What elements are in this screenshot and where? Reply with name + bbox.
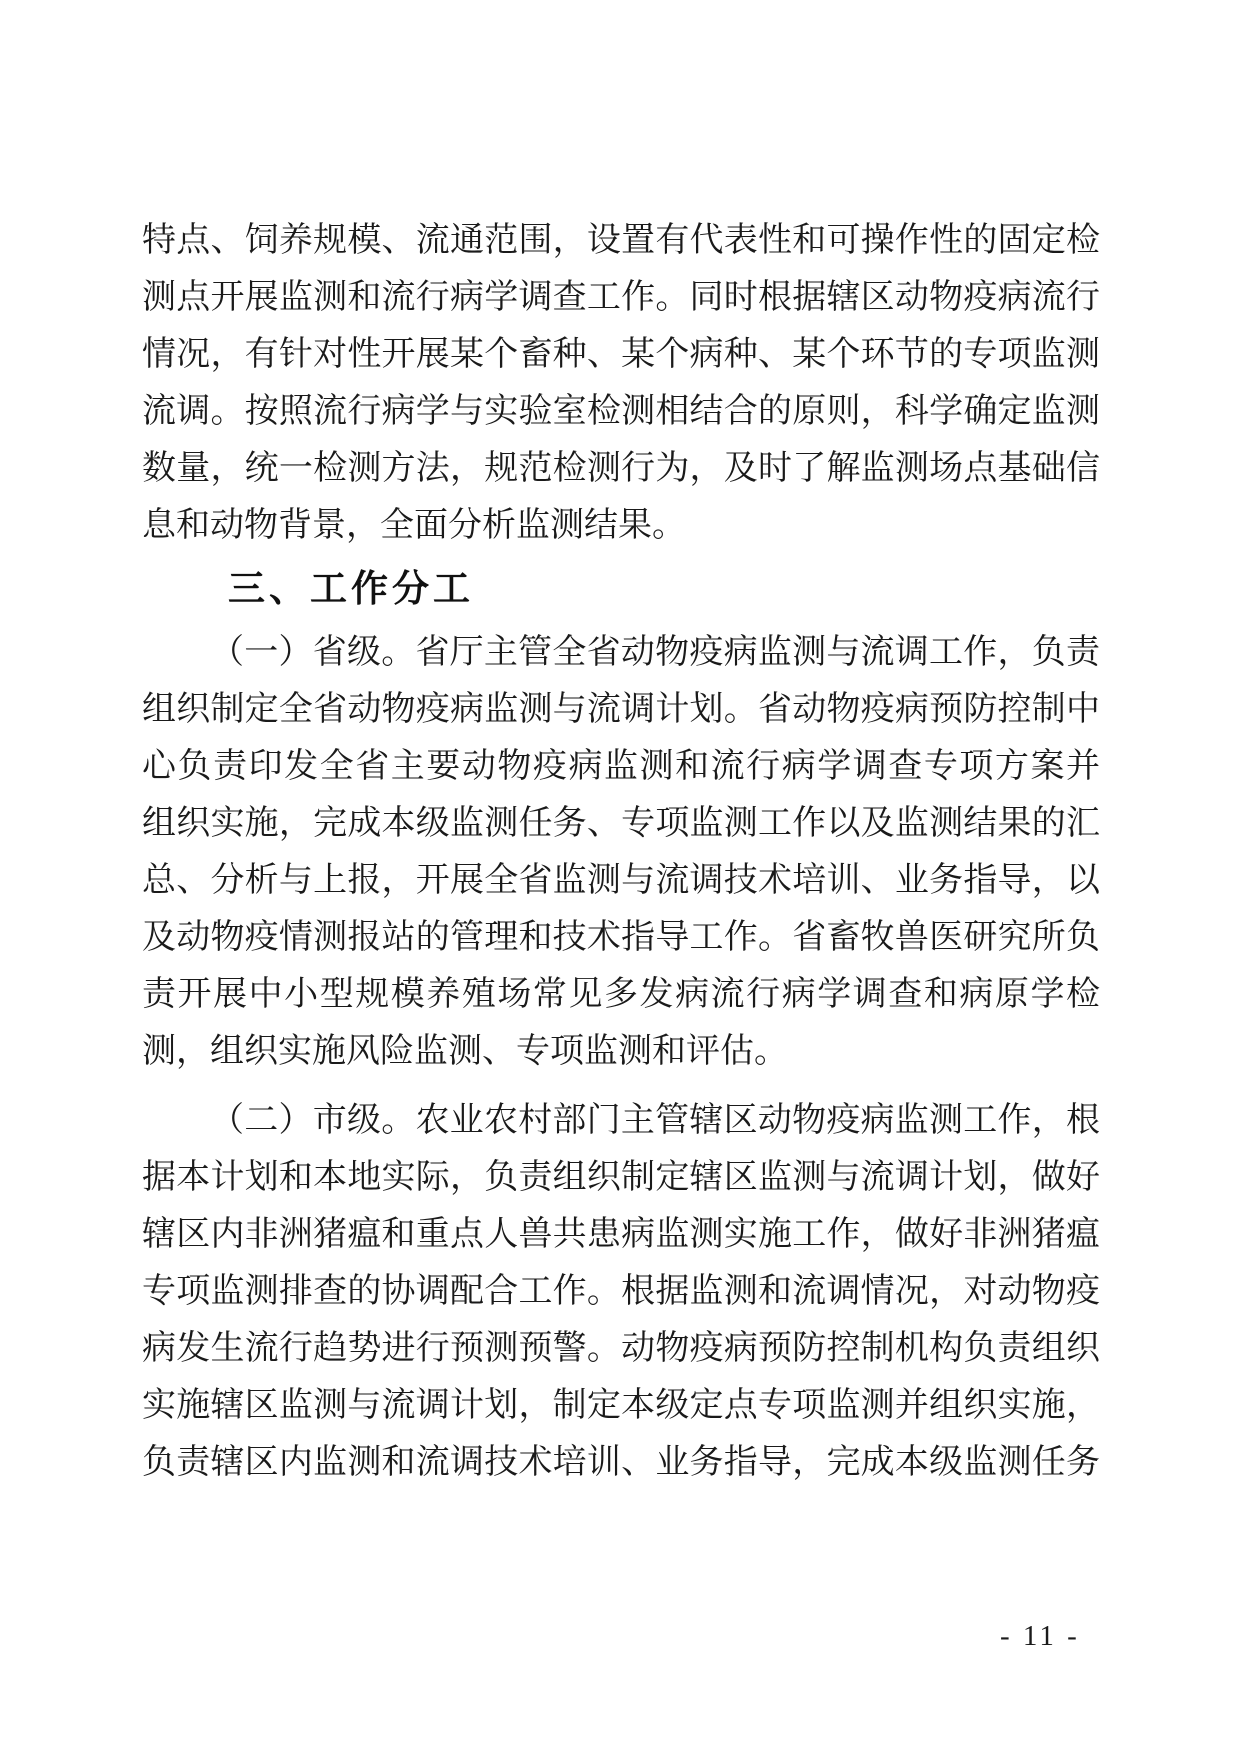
- body-line: 辖区内非洲猪瘟和重点人兽共患病监测实施工作，做好非洲猪瘟: [142, 1216, 1100, 1253]
- body-line: 据本计划和本地实际，负责组织制定辖区监测与流调计划，做好: [142, 1159, 1100, 1196]
- document-body: [142, 212, 1100, 1491]
- body-line: 流调。按照流行病学与实验室检测相结合的原则，科学确定监测: [142, 393, 1100, 430]
- body-line: 息和动物背景，全面分析监测结果。: [142, 507, 686, 544]
- body-line: 病发生流行趋势进行预测预警。动物疫病预防控制机构负责组织: [142, 1330, 1100, 1367]
- body-line: （一）省级。省厅主管全省动物疫病监测与流调工作，负责: [210, 634, 1100, 671]
- body-line: 及动物疫情测报站的管理和技术指导工作。省畜牧兽医研究所负: [142, 919, 1100, 956]
- body-line: 测，组织实施风险监测、专项监测和评估。: [142, 1033, 788, 1070]
- body-line: 组织制定全省动物疫病监测与流调计划。省动物疫病预防控制中: [142, 691, 1100, 728]
- body-line: 实施辖区监测与流调计划，制定本级定点专项监测并组织实施，: [142, 1387, 1100, 1424]
- body-line: 专项监测排查的协调配合工作。根据监测和流调情况，对动物疫: [142, 1273, 1100, 1310]
- body-line: 总、分析与上报，开展全省监测与流调技术培训、业务指导，以: [142, 862, 1100, 899]
- body-line: 责开展中小型规模养殖场常见多发病流行病学调查和病原学检: [142, 976, 1100, 1013]
- body-line: 情况，有针对性开展某个畜种、某个病种、某个环节的专项监测: [142, 336, 1100, 373]
- body-line: 特点、饲养规模、流通范围，设置有代表性和可操作性的固定检: [142, 222, 1100, 259]
- page-number: - 11 -: [1000, 1620, 1080, 1652]
- body-line: （二）市级。农业农村部门主管辖区动物疫病监测工作，根: [210, 1102, 1100, 1139]
- body-line: 测点开展监测和流行病学调查工作。同时根据辖区动物疫病流行: [142, 279, 1100, 316]
- body-line: 负责辖区内监测和流调技术培训、业务指导，完成本级监测任务: [142, 1444, 1100, 1481]
- body-line: 心负责印发全省主要动物疫病监测和流行病学调查专项方案并: [142, 748, 1100, 785]
- body-line: 组织实施，完成本级监测任务、专项监测工作以及监测结果的汇: [142, 805, 1100, 842]
- body-line: 数量，统一检测方法，规范检测行为，及时了解监测场点基础信: [142, 450, 1100, 487]
- section-heading: 三、工作分工: [228, 568, 474, 609]
